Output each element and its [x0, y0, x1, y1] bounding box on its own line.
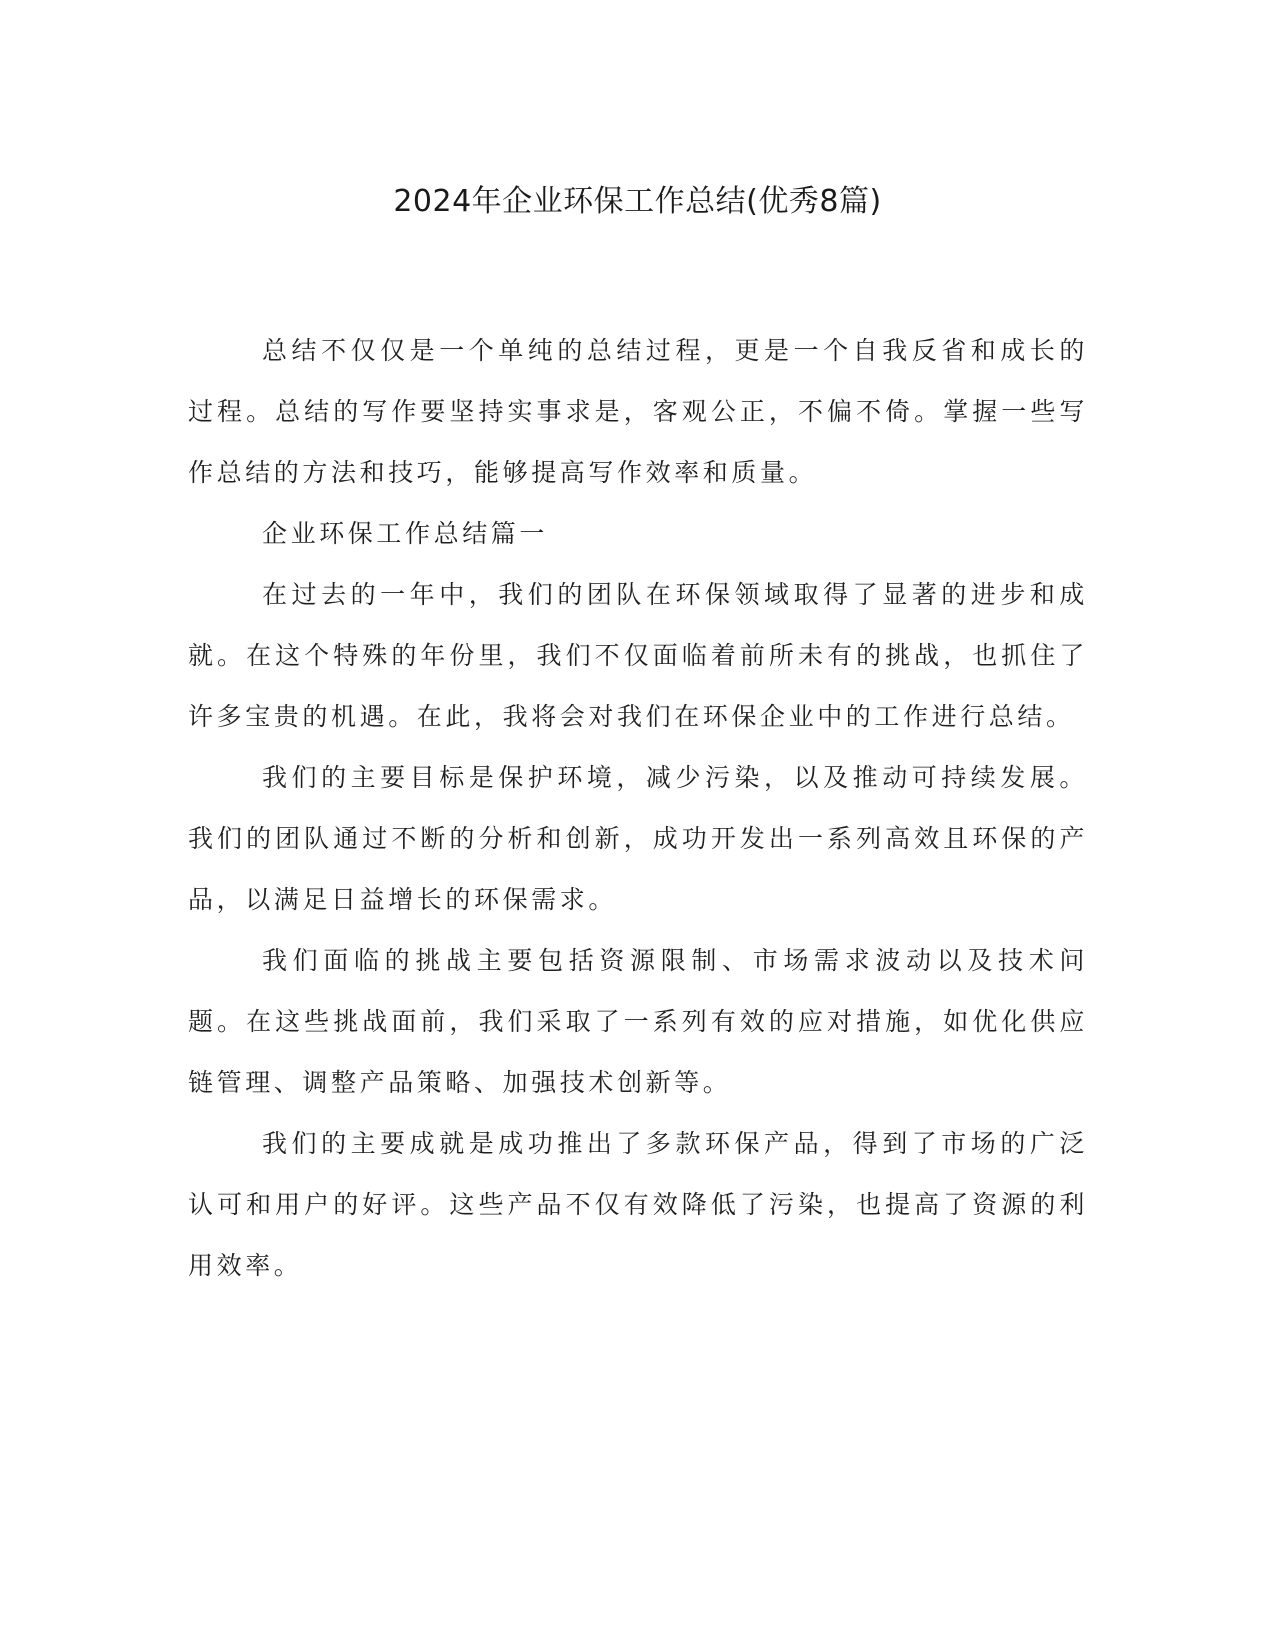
- intro-paragraph: 总结不仅仅是一个单纯的总结过程，更是一个自我反省和成长的过程。总结的写作要坚持实事求是，客观公正，不偏不倚。掌握一些写作总结的方法和技巧，能够提高写作效率和质量。: [188, 336, 1088, 487]
- document-title: 2024年企业环保工作总结(优秀8篇): [393, 184, 882, 219]
- document-body: [188, 320, 1088, 1296]
- body-paragraph: 我们的主要目标是保护环境，减少污染，以及推动可持续发展。我们的团队通过不断的分析和创新，成功开发出一系列高效且环保的产品，以满足日益增长的环保需求。: [188, 763, 1088, 914]
- body-paragraph: 在过去的一年中，我们的团队在环保领域取得了显著的进步和成就。在这个特殊的年份里，我们不仅面临着前所未有的挑战，也抓住了许多宝贵的机遇。在此，我将会对我们在环保企业中的工作进行总结。: [188, 580, 1088, 731]
- body-paragraph: 我们的主要成就是成功推出了多款环保产品，得到了市场的广泛认可和用户的好评。这些产品不仅有效降低了污染，也提高了资源的利用效率。: [188, 1129, 1088, 1280]
- section-heading: 企业环保工作总结篇一: [262, 519, 549, 548]
- body-paragraph: 我们面临的挑战主要包括资源限制、市场需求波动以及技术问题。在这些挑战面前，我们采取了一系列有效的应对措施，如优化供应链管理、调整产品策略、加强技术创新等。: [188, 946, 1088, 1097]
